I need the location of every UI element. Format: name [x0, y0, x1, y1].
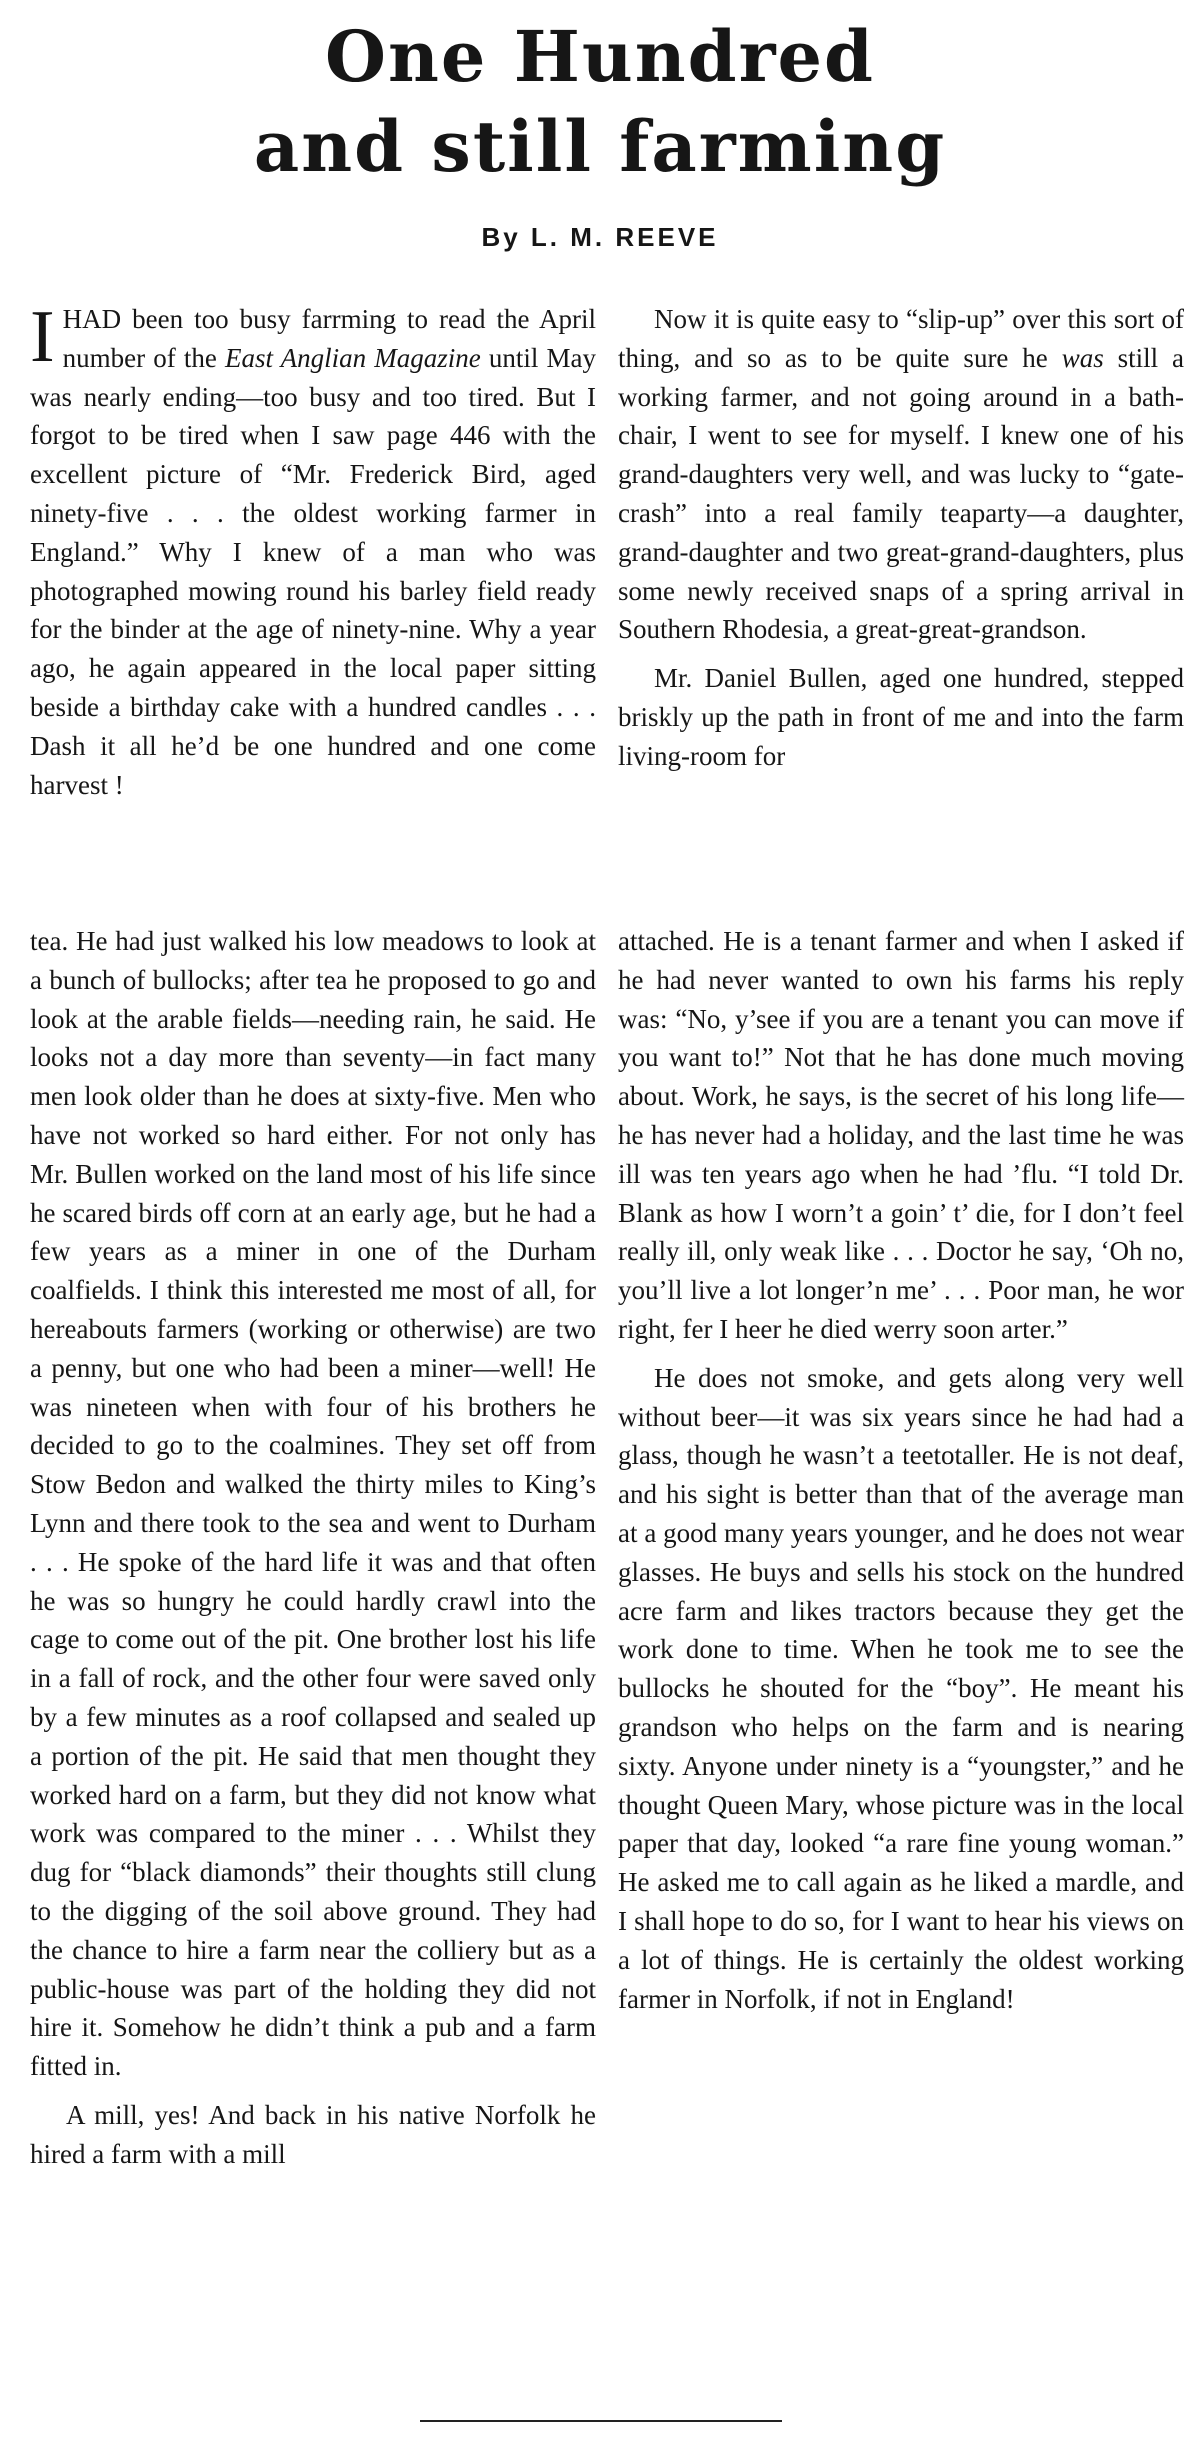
intro-text-1: HAD been too busy farrming to read the April number of the [62, 304, 596, 373]
column-top-left [30, 296, 597, 804]
magazine-name: East Anglian Magazine [225, 342, 481, 373]
drop-cap: I [30, 296, 55, 378]
slip-up-text-1: Now it is quite easy to “slip-up” over this sort of thing, and so as to be quite sure he [618, 304, 1184, 373]
paragraph-habits: He does not smoke, and gets along very well without beer—it was six years since he had had a glass, though he wasn’t a teetotaller. He is not deaf, and his sight is better than that of the average man at a good many years younger, and he does not wear glasses. He buys and sells his stock on the hundred acre farm and likes tractors because they get the work done to time. When he took me to see the bullocks he shouted for the “boy”. He meant his grandson who helps on the farm and is nearing sixty. Anyone under ninety is a “youngster,” and he thought Queen Mary, whose picture was in the local paper that day, looked “a rare fine young woman.” He asked me to call again as he liked a mardle, and I shall hope to do so, for I want to hear his views on a lot of things. He is certainly the oldest working farmer in Norfolk, if not in England! [618, 1362, 1184, 2014]
column-top-right [618, 300, 1184, 776]
paragraph-tenant: attached. He is a tenant farmer and when I asked if he had never wanted to own his farms his reply was: “No, y’see if you are a tenant you can move if you want to!” Not that he has done much moving about. Work, he says, is the secret of his long life—he has never had a holiday, and the last time he was ill was ten years ago when he had ’flu. “I told Dr. Blank as how I worn’t a goin’ t’ die, for I don’t feel really ill, only weak like . . . Doctor he say, ‘Oh no, you’ll live a lot longer’n me’ . . . Poor man, he wor right, fer I heer he died werry soon arter.” [618, 926, 1184, 1344]
paragraph-bullen-intro: Mr. Daniel Bullen, aged one hundred, stepped briskly up the path in front of me and into the farm living-room for [618, 663, 1184, 771]
article-title-line-2: and still farming [253, 105, 947, 188]
paragraph-miner: tea. He had just walked his low meadows to look at a bunch of bullocks; after tea he proposed to go and look at the arable fields—needing rain, he said. He looks not a day more than seventy—in fact many men look older than he does at sixty-five. Men who have not worked so hard either. For not only has Mr. Bullen worked on the land most of his life since he scared birds off corn at an early age, but he had a few years as a miner in one of the Durham coalfields. I think this interested me most of all, for hereabouts farmers (working or otherwise) are two a penny, but one who had been a miner—well! He was nineteen when with four of his brothers he decided to go to the coalmines. They set off from Stow Bedon and walked the thirty miles to King’s Lynn and there took to the sea and went to Durham . . . He spoke of the hard life it was and that often he was so hungry he could hardly crawl into the cage to come out of the pit. One brother lost his life in a fall of rock, and the other four were saved only by a few minutes as a roof collapsed and sealed up a portion of the pit. He said that men thought they worked hard on a farm, but they did not know what work was compared to the miner . . . Whilst they dug for “black diamonds” their thoughts still clung to the digging of the soil above ground. They had the chance to hire a farm near the colliery but as a public-house was part of the holding they did not hire it. Somehow he didn’t think a pub and a farm fitted in. [30, 926, 596, 2082]
slip-up-text-2: still a working farmer, and not going around in a bath-chair, I went to see for myself. I knew one of his grand-daughters very well, and was lucky to “gate-crash” into a real family teaparty—a daughter, grand-daughter and two great-grand-daughters, plus some newly received snaps of a spring arrival in Southern Rhodesia, a great-great-grandson. [618, 342, 1184, 645]
intro-text-2: until May was nearly ending—too busy and too tired. But I forgot to be tired when I saw page 446 with the excellent picture of “Mr. Frederick Bird, aged ninety-five . . . the oldest working farmer in England.” Why I knew of a man who was photographed mowing round his barley field ready for the binder at the age of ninety-nine. Why a year ago, he again appeared in the local paper sitting beside a birthday cake with a hundred candles . . . Dash it all he’d be one hundred and one come harvest ! [30, 342, 597, 800]
slip-up-emphasis: was [1061, 342, 1104, 373]
article-title-line-1: One Hundred [324, 15, 875, 98]
paragraph-slip-up [618, 300, 1184, 649]
end-rule [420, 2420, 782, 2422]
column-bottom-right [618, 922, 1184, 2018]
paragraph-intro [30, 296, 597, 804]
byline: By L. M. REEVE [481, 222, 719, 252]
column-bottom-left [30, 922, 596, 2174]
paragraph-mill: A mill, yes! And back in his native Norfolk he hired a farm with a mill [30, 2099, 596, 2169]
